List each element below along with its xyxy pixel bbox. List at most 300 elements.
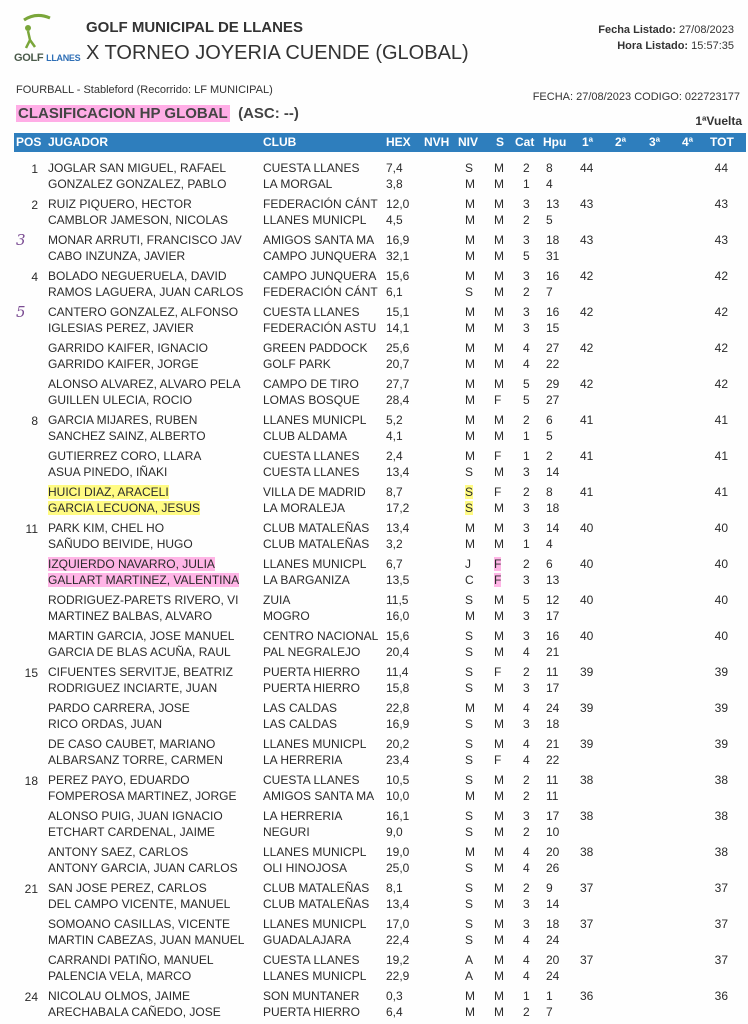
player-hpu: 4 bbox=[546, 177, 553, 191]
total-score: 37 bbox=[714, 881, 728, 895]
col-s: S bbox=[496, 135, 505, 149]
player-row bbox=[0, 933, 748, 949]
player-s: M bbox=[494, 897, 504, 911]
player-s: M bbox=[494, 285, 504, 299]
round1-score: 40 bbox=[580, 557, 594, 571]
player-name: DE CASO CAUBET, MARIANO bbox=[48, 737, 216, 751]
player-club: LA BARGANIZA bbox=[263, 573, 350, 587]
round1-score: 39 bbox=[580, 737, 594, 751]
player-s: M bbox=[494, 429, 504, 443]
player-hex: 12,0 bbox=[386, 197, 410, 211]
player-s: M bbox=[494, 249, 504, 263]
player-hpu: 26 bbox=[546, 861, 560, 875]
player-hex: 13,4 bbox=[386, 897, 410, 911]
player-s: M bbox=[494, 969, 504, 983]
player-niv: M bbox=[465, 393, 475, 407]
player-name: PARK KIM, CHEL HO bbox=[48, 521, 165, 535]
player-name: MARTIN GARCIA, JOSE MANUEL bbox=[48, 629, 235, 643]
player-hpu: 24 bbox=[546, 969, 560, 983]
player-niv: S bbox=[465, 285, 474, 299]
fecha-listado-label: Fecha Listado: bbox=[598, 24, 676, 36]
player-s: M bbox=[494, 341, 504, 355]
player-name: SANCHEZ SAINZ, ALBERTO bbox=[48, 429, 206, 443]
player-club: CLUB MATALEÑAS bbox=[263, 897, 370, 911]
player-row bbox=[0, 429, 748, 445]
player-name: CANTERO GONZALEZ, ALFONSO bbox=[48, 305, 239, 319]
player-cat: 2 bbox=[523, 213, 530, 227]
total-score: 37 bbox=[714, 917, 728, 931]
player-s: M bbox=[494, 789, 504, 803]
player-hpu: 21 bbox=[546, 737, 560, 751]
player-hpu: 4 bbox=[546, 537, 553, 551]
player-s: M bbox=[494, 701, 504, 715]
player-hpu: 27 bbox=[546, 393, 560, 407]
player-club: ZUIA bbox=[263, 593, 291, 607]
player-name: FOMPEROSA MARTINEZ, JORGE bbox=[48, 789, 237, 803]
player-hpu: 31 bbox=[546, 249, 560, 263]
player-club: LLANES MUNICPL bbox=[263, 413, 367, 427]
player-hex: 0,3 bbox=[386, 989, 403, 1003]
total-score: 44 bbox=[714, 161, 728, 175]
player-hpu: 1 bbox=[546, 989, 553, 1003]
player-niv: M bbox=[465, 789, 475, 803]
total-score: 39 bbox=[714, 701, 728, 715]
player-name: ETCHART CARDENAL, JAIME bbox=[48, 825, 215, 839]
player-hpu: 18 bbox=[546, 501, 560, 515]
result-pair bbox=[0, 448, 748, 484]
total-score: 40 bbox=[714, 629, 728, 643]
position: 4 bbox=[31, 270, 38, 284]
format-text: FOURBALL - Stableford (Recorrido: LF MUNICIPAL) bbox=[16, 84, 273, 96]
player-hpu: 22 bbox=[546, 753, 560, 767]
player-club: LAS CALDAS bbox=[263, 701, 338, 715]
player-name: ASUA PINEDO, IÑAKI bbox=[48, 465, 168, 479]
player-name: CIFUENTES SERVITJE, BEATRIZ bbox=[48, 665, 233, 679]
player-s: M bbox=[494, 681, 504, 695]
player-niv: S bbox=[465, 717, 474, 731]
player-s: M bbox=[494, 357, 504, 371]
player-name: IZQUIERDO NAVARRO, JULIA bbox=[48, 557, 215, 571]
player-club: FEDERACIÓN CÁNT bbox=[263, 197, 378, 211]
player-hex: 25,0 bbox=[386, 861, 410, 875]
player-hpu: 5 bbox=[546, 213, 553, 227]
player-name: RODRIGUEZ-PARETS RIVERO, VI bbox=[48, 593, 239, 607]
player-hpu: 18 bbox=[546, 917, 560, 931]
player-club: NEGURI bbox=[263, 825, 310, 839]
player-row bbox=[0, 393, 748, 409]
player-name: ARECHABALA CAÑEDO, JOSE bbox=[48, 1005, 221, 1019]
player-niv: S bbox=[465, 861, 474, 875]
player-hpu: 11 bbox=[546, 773, 559, 787]
col-cat: Cat bbox=[515, 135, 535, 149]
result-pair bbox=[0, 520, 748, 556]
player-cat: 4 bbox=[523, 933, 530, 947]
player-club: CLUB MATALEÑAS bbox=[263, 881, 370, 895]
player-hex: 6,4 bbox=[386, 1005, 403, 1019]
position: 18 bbox=[24, 774, 38, 788]
position: 8 bbox=[31, 414, 38, 428]
col-tot: TOT bbox=[710, 135, 734, 149]
player-niv: M bbox=[465, 989, 475, 1003]
player-hpu: 24 bbox=[546, 933, 560, 947]
player-hpu: 20 bbox=[546, 953, 560, 967]
player-name: GARCIA MIJARES, RUBEN bbox=[48, 413, 198, 427]
player-cat: 3 bbox=[523, 573, 530, 587]
player-hpu: 17 bbox=[546, 681, 560, 695]
player-hex: 19,2 bbox=[386, 953, 410, 967]
player-hpu: 17 bbox=[546, 809, 560, 823]
player-s: M bbox=[494, 809, 504, 823]
player-club: PUERTA HIERRO bbox=[263, 681, 360, 695]
player-name: ANTONY SAEZ, CARLOS bbox=[48, 845, 189, 859]
player-niv: M bbox=[465, 537, 475, 551]
player-s: M bbox=[494, 593, 504, 607]
player-cat: 3 bbox=[523, 917, 530, 931]
player-name: CAMBLOR JAMESON, NICOLAS bbox=[48, 213, 229, 227]
player-club: LLANES MUNICPL bbox=[263, 845, 367, 859]
table-header bbox=[14, 133, 746, 152]
player-cat: 4 bbox=[523, 341, 530, 355]
player-niv: M bbox=[465, 321, 475, 335]
player-row bbox=[0, 573, 748, 589]
col-hex: HEX bbox=[386, 135, 411, 149]
player-club: LA HERRERIA bbox=[263, 753, 343, 767]
player-club: VILLA DE MADRID bbox=[263, 485, 366, 499]
round1-score: 40 bbox=[580, 521, 594, 535]
player-club: CUESTA LLANES bbox=[263, 449, 360, 463]
fecha-codigo: FECHA: 27/08/2023 CODIGO: 022723177 bbox=[532, 91, 740, 103]
position: 5 bbox=[16, 303, 26, 321]
player-club: GUADALAJARA bbox=[263, 933, 352, 947]
player-cat: 4 bbox=[523, 969, 530, 983]
player-name: SOMOANO CASILLAS, VICENTE bbox=[48, 917, 231, 931]
player-cat: 4 bbox=[523, 357, 530, 371]
player-name: GALLART MARTINEZ, VALENTINA bbox=[48, 573, 240, 587]
player-hex: 15,6 bbox=[386, 629, 410, 643]
player-niv: M bbox=[465, 213, 475, 227]
player-cat: 2 bbox=[523, 881, 530, 895]
result-pair bbox=[0, 232, 748, 268]
total-score: 43 bbox=[714, 197, 728, 211]
player-cat: 4 bbox=[523, 953, 530, 967]
player-s: M bbox=[494, 465, 504, 479]
col-r3: 3ª bbox=[649, 135, 661, 149]
asc-text: (ASC: --) bbox=[238, 105, 299, 122]
player-hpu: 8 bbox=[546, 485, 553, 499]
player-name: GARCIA DE BLAS ACUÑA, RAUL bbox=[48, 645, 231, 659]
player-club: CAMPO JUNQUERA bbox=[263, 249, 377, 263]
player-row bbox=[0, 861, 748, 877]
player-s: M bbox=[494, 845, 504, 859]
player-hex: 22,9 bbox=[386, 969, 410, 983]
player-hpu: 17 bbox=[546, 609, 560, 623]
player-hpu: 16 bbox=[546, 629, 560, 643]
player-hex: 17,2 bbox=[386, 501, 410, 515]
hora-listado-value: 15:57:35 bbox=[691, 40, 734, 52]
total-score: 41 bbox=[714, 449, 728, 463]
player-niv: S bbox=[465, 933, 474, 947]
player-hex: 17,0 bbox=[386, 917, 410, 931]
player-club: FEDERACIÓN ASTU bbox=[263, 321, 377, 335]
player-s: M bbox=[494, 537, 504, 551]
player-name: IGLESIAS PEREZ, JAVIER bbox=[48, 321, 194, 335]
player-hpu: 7 bbox=[546, 1005, 553, 1019]
player-name: RUIZ PIQUERO, HECTOR bbox=[48, 197, 192, 211]
player-club: GREEN PADDOCK bbox=[263, 341, 368, 355]
player-name: ALONSO PUIG, JUAN IGNACIO bbox=[48, 809, 223, 823]
total-score: 42 bbox=[714, 305, 728, 319]
player-cat: 2 bbox=[523, 773, 530, 787]
player-hex: 7,4 bbox=[386, 161, 403, 175]
player-niv: S bbox=[465, 825, 474, 839]
player-row bbox=[0, 881, 748, 897]
player-row bbox=[0, 665, 748, 681]
player-club: SON MUNTANER bbox=[263, 989, 360, 1003]
player-cat: 2 bbox=[523, 789, 530, 803]
player-niv: S bbox=[465, 465, 474, 479]
tournament-title: X TORNEO JOYERIA CUENDE (GLOBAL) bbox=[86, 42, 469, 64]
result-pair bbox=[0, 304, 748, 340]
player-cat: 2 bbox=[523, 665, 530, 679]
player-hex: 10,5 bbox=[386, 773, 410, 787]
total-score: 42 bbox=[714, 341, 728, 355]
player-hex: 11,5 bbox=[386, 593, 409, 607]
player-row bbox=[0, 645, 748, 661]
player-niv: M bbox=[465, 249, 475, 263]
player-row bbox=[0, 717, 748, 733]
player-hex: 5,2 bbox=[386, 413, 403, 427]
player-niv: S bbox=[465, 629, 474, 643]
player-s: M bbox=[494, 177, 504, 191]
player-hpu: 14 bbox=[546, 897, 560, 911]
player-niv: S bbox=[465, 665, 474, 679]
round1-score: 42 bbox=[580, 269, 594, 283]
round1-score: 37 bbox=[580, 881, 594, 895]
player-hex: 20,7 bbox=[386, 357, 410, 371]
player-niv: M bbox=[465, 341, 475, 355]
player-cat: 5 bbox=[523, 249, 530, 263]
player-cat: 3 bbox=[523, 629, 530, 643]
player-club: AMIGOS SANTA MA bbox=[263, 789, 375, 803]
round1-score: 37 bbox=[580, 917, 594, 931]
player-club: PUERTA HIERRO bbox=[263, 665, 360, 679]
player-hex: 13,5 bbox=[386, 573, 410, 587]
player-niv: S bbox=[465, 645, 474, 659]
player-niv: M bbox=[465, 413, 475, 427]
round1-score: 38 bbox=[580, 809, 594, 823]
player-niv: S bbox=[465, 881, 474, 895]
player-hpu: 16 bbox=[546, 269, 560, 283]
player-hpu: 18 bbox=[546, 233, 560, 247]
player-club: GOLF PARK bbox=[263, 357, 331, 371]
player-cat: 3 bbox=[523, 321, 530, 335]
position: 15 bbox=[24, 666, 38, 680]
player-row bbox=[0, 321, 748, 337]
player-cat: 3 bbox=[523, 609, 530, 623]
player-niv: S bbox=[465, 753, 474, 767]
player-s: F bbox=[494, 753, 502, 767]
player-hex: 10,0 bbox=[386, 789, 410, 803]
player-niv: M bbox=[465, 269, 475, 283]
player-club: PUERTA HIERRO bbox=[263, 1005, 360, 1019]
player-club: LLANES MUNICPL bbox=[263, 737, 367, 751]
player-s: M bbox=[494, 953, 504, 967]
player-name: RICO ORDAS, JUAN bbox=[48, 717, 163, 731]
player-row bbox=[0, 305, 748, 321]
player-club: CAMPO DE TIRO bbox=[263, 377, 359, 391]
result-pair bbox=[0, 628, 748, 664]
player-s: M bbox=[494, 773, 504, 787]
result-pair bbox=[0, 916, 748, 952]
player-row bbox=[0, 285, 748, 301]
player-hex: 15,6 bbox=[386, 269, 410, 283]
player-hpu: 24 bbox=[546, 701, 560, 715]
fecha-listado-value: 27/08/2023 bbox=[678, 24, 734, 36]
player-niv: S bbox=[465, 809, 474, 823]
total-score: 39 bbox=[714, 665, 728, 679]
result-pair bbox=[0, 880, 748, 916]
player-row bbox=[0, 609, 748, 625]
player-club: LLANES MUNICPL bbox=[263, 557, 367, 571]
player-row bbox=[0, 377, 748, 393]
player-cat: 2 bbox=[523, 161, 530, 175]
position: 1 bbox=[31, 162, 38, 176]
result-pair bbox=[0, 664, 748, 700]
player-row bbox=[0, 557, 748, 573]
club-name: GOLF MUNICIPAL DE LLANES bbox=[86, 19, 303, 36]
player-hpu: 22 bbox=[546, 357, 560, 371]
player-niv: M bbox=[465, 1005, 475, 1019]
player-club: OLI HINOJOSA bbox=[263, 861, 348, 875]
player-niv: S bbox=[465, 593, 474, 607]
player-hex: 19,0 bbox=[386, 845, 410, 859]
player-hpu: 7 bbox=[546, 285, 553, 299]
player-s: M bbox=[494, 269, 504, 283]
player-name: MONAR ARRUTI, FRANCISCO JAV bbox=[48, 233, 242, 247]
player-cat: 4 bbox=[523, 861, 530, 875]
total-score: 37 bbox=[714, 953, 728, 967]
player-cat: 3 bbox=[523, 305, 530, 319]
player-s: M bbox=[494, 989, 504, 1003]
player-club: LOMAS BOSQUE bbox=[263, 393, 360, 407]
player-row bbox=[0, 501, 748, 517]
player-s: F bbox=[494, 557, 502, 571]
player-row bbox=[0, 161, 748, 177]
player-s: M bbox=[494, 861, 504, 875]
player-hpu: 13 bbox=[546, 197, 560, 211]
player-s: M bbox=[494, 233, 504, 247]
player-cat: 2 bbox=[523, 557, 530, 571]
player-name: ALONSO ALVAREZ, ALVARO PELA bbox=[48, 377, 241, 391]
player-row bbox=[0, 737, 748, 753]
player-cat: 3 bbox=[523, 197, 530, 211]
player-row bbox=[0, 593, 748, 609]
player-hex: 20,4 bbox=[386, 645, 410, 659]
fecha-listado bbox=[598, 24, 734, 36]
player-niv: M bbox=[465, 845, 475, 859]
player-club: CUESTA LLANES bbox=[263, 953, 360, 967]
player-hpu: 11 bbox=[546, 789, 559, 803]
total-score: 38 bbox=[714, 773, 728, 787]
player-s: M bbox=[494, 629, 504, 643]
player-row bbox=[0, 825, 748, 841]
player-name: PALENCIA VELA, MARCO bbox=[48, 969, 192, 983]
player-club: CUESTA LLANES bbox=[263, 161, 360, 175]
col-nvh: NVH bbox=[424, 135, 450, 149]
player-s: F bbox=[494, 573, 502, 587]
result-pair bbox=[0, 808, 748, 844]
position: 11 bbox=[25, 522, 38, 536]
player-hex: 8,7 bbox=[386, 485, 403, 499]
player-name: HUICI DIAZ, ARACELI bbox=[48, 485, 169, 499]
player-row bbox=[0, 953, 748, 969]
player-niv: M bbox=[465, 521, 475, 535]
player-name: MARTINEZ BALBAS, ALVARO bbox=[48, 609, 213, 623]
player-row bbox=[0, 197, 748, 213]
player-row bbox=[0, 485, 748, 501]
player-club: LLANES MUNICPL bbox=[263, 969, 367, 983]
player-hex: 25,6 bbox=[386, 341, 410, 355]
player-name: RODRIGUEZ INCIARTE, JUAN bbox=[48, 681, 218, 695]
player-s: M bbox=[494, 825, 504, 839]
player-hpu: 6 bbox=[546, 413, 553, 427]
total-score: 40 bbox=[714, 557, 728, 571]
player-s: F bbox=[494, 485, 502, 499]
player-row bbox=[0, 449, 748, 465]
player-hex: 20,2 bbox=[386, 737, 410, 751]
player-hex: 14,1 bbox=[386, 321, 410, 335]
golfer-icon bbox=[16, 10, 56, 50]
player-club: LA MORALEJA bbox=[263, 501, 346, 515]
player-niv: M bbox=[465, 449, 475, 463]
player-row bbox=[0, 177, 748, 193]
total-score: 38 bbox=[714, 845, 728, 859]
round1-score: 38 bbox=[580, 845, 594, 859]
round-label: 1ªVuelta bbox=[695, 114, 742, 128]
result-pair bbox=[0, 484, 748, 520]
player-hex: 9,0 bbox=[386, 825, 403, 839]
player-club: LAS CALDAS bbox=[263, 717, 338, 731]
player-hpu: 2 bbox=[546, 449, 553, 463]
player-cat: 2 bbox=[523, 485, 530, 499]
player-hpu: 14 bbox=[546, 521, 560, 535]
col-r2: 2ª bbox=[615, 135, 627, 149]
total-score: 41 bbox=[714, 485, 728, 499]
player-niv: M bbox=[465, 377, 475, 391]
player-hex: 27,7 bbox=[386, 377, 410, 391]
player-name: JOGLAR SAN MIGUEL, RAFAEL bbox=[48, 161, 227, 175]
player-s: M bbox=[494, 305, 504, 319]
player-club: CUESTA LLANES bbox=[263, 465, 360, 479]
player-s: M bbox=[494, 717, 504, 731]
player-cat: 1 bbox=[523, 177, 530, 191]
player-club: AMIGOS SANTA MA bbox=[263, 233, 375, 247]
player-name: ANTONY GARCIA, JUAN CARLOS bbox=[48, 861, 238, 875]
player-club: LA HERRERIA bbox=[263, 809, 343, 823]
position: 24 bbox=[24, 990, 38, 1004]
player-niv: S bbox=[465, 897, 474, 911]
player-cat: 3 bbox=[523, 233, 530, 247]
round1-score: 36 bbox=[580, 989, 594, 1003]
player-niv: S bbox=[465, 485, 474, 499]
player-cat: 3 bbox=[523, 897, 530, 911]
player-name: CARRANDI PATIÑO, MANUEL bbox=[48, 953, 214, 967]
player-name: GONZALEZ GONZALEZ, PABLO bbox=[48, 177, 227, 191]
player-name: GUTIERREZ CORO, LLARA bbox=[48, 449, 202, 463]
player-cat: 4 bbox=[523, 737, 530, 751]
player-hex: 8,1 bbox=[386, 881, 403, 895]
player-niv: S bbox=[465, 773, 474, 787]
